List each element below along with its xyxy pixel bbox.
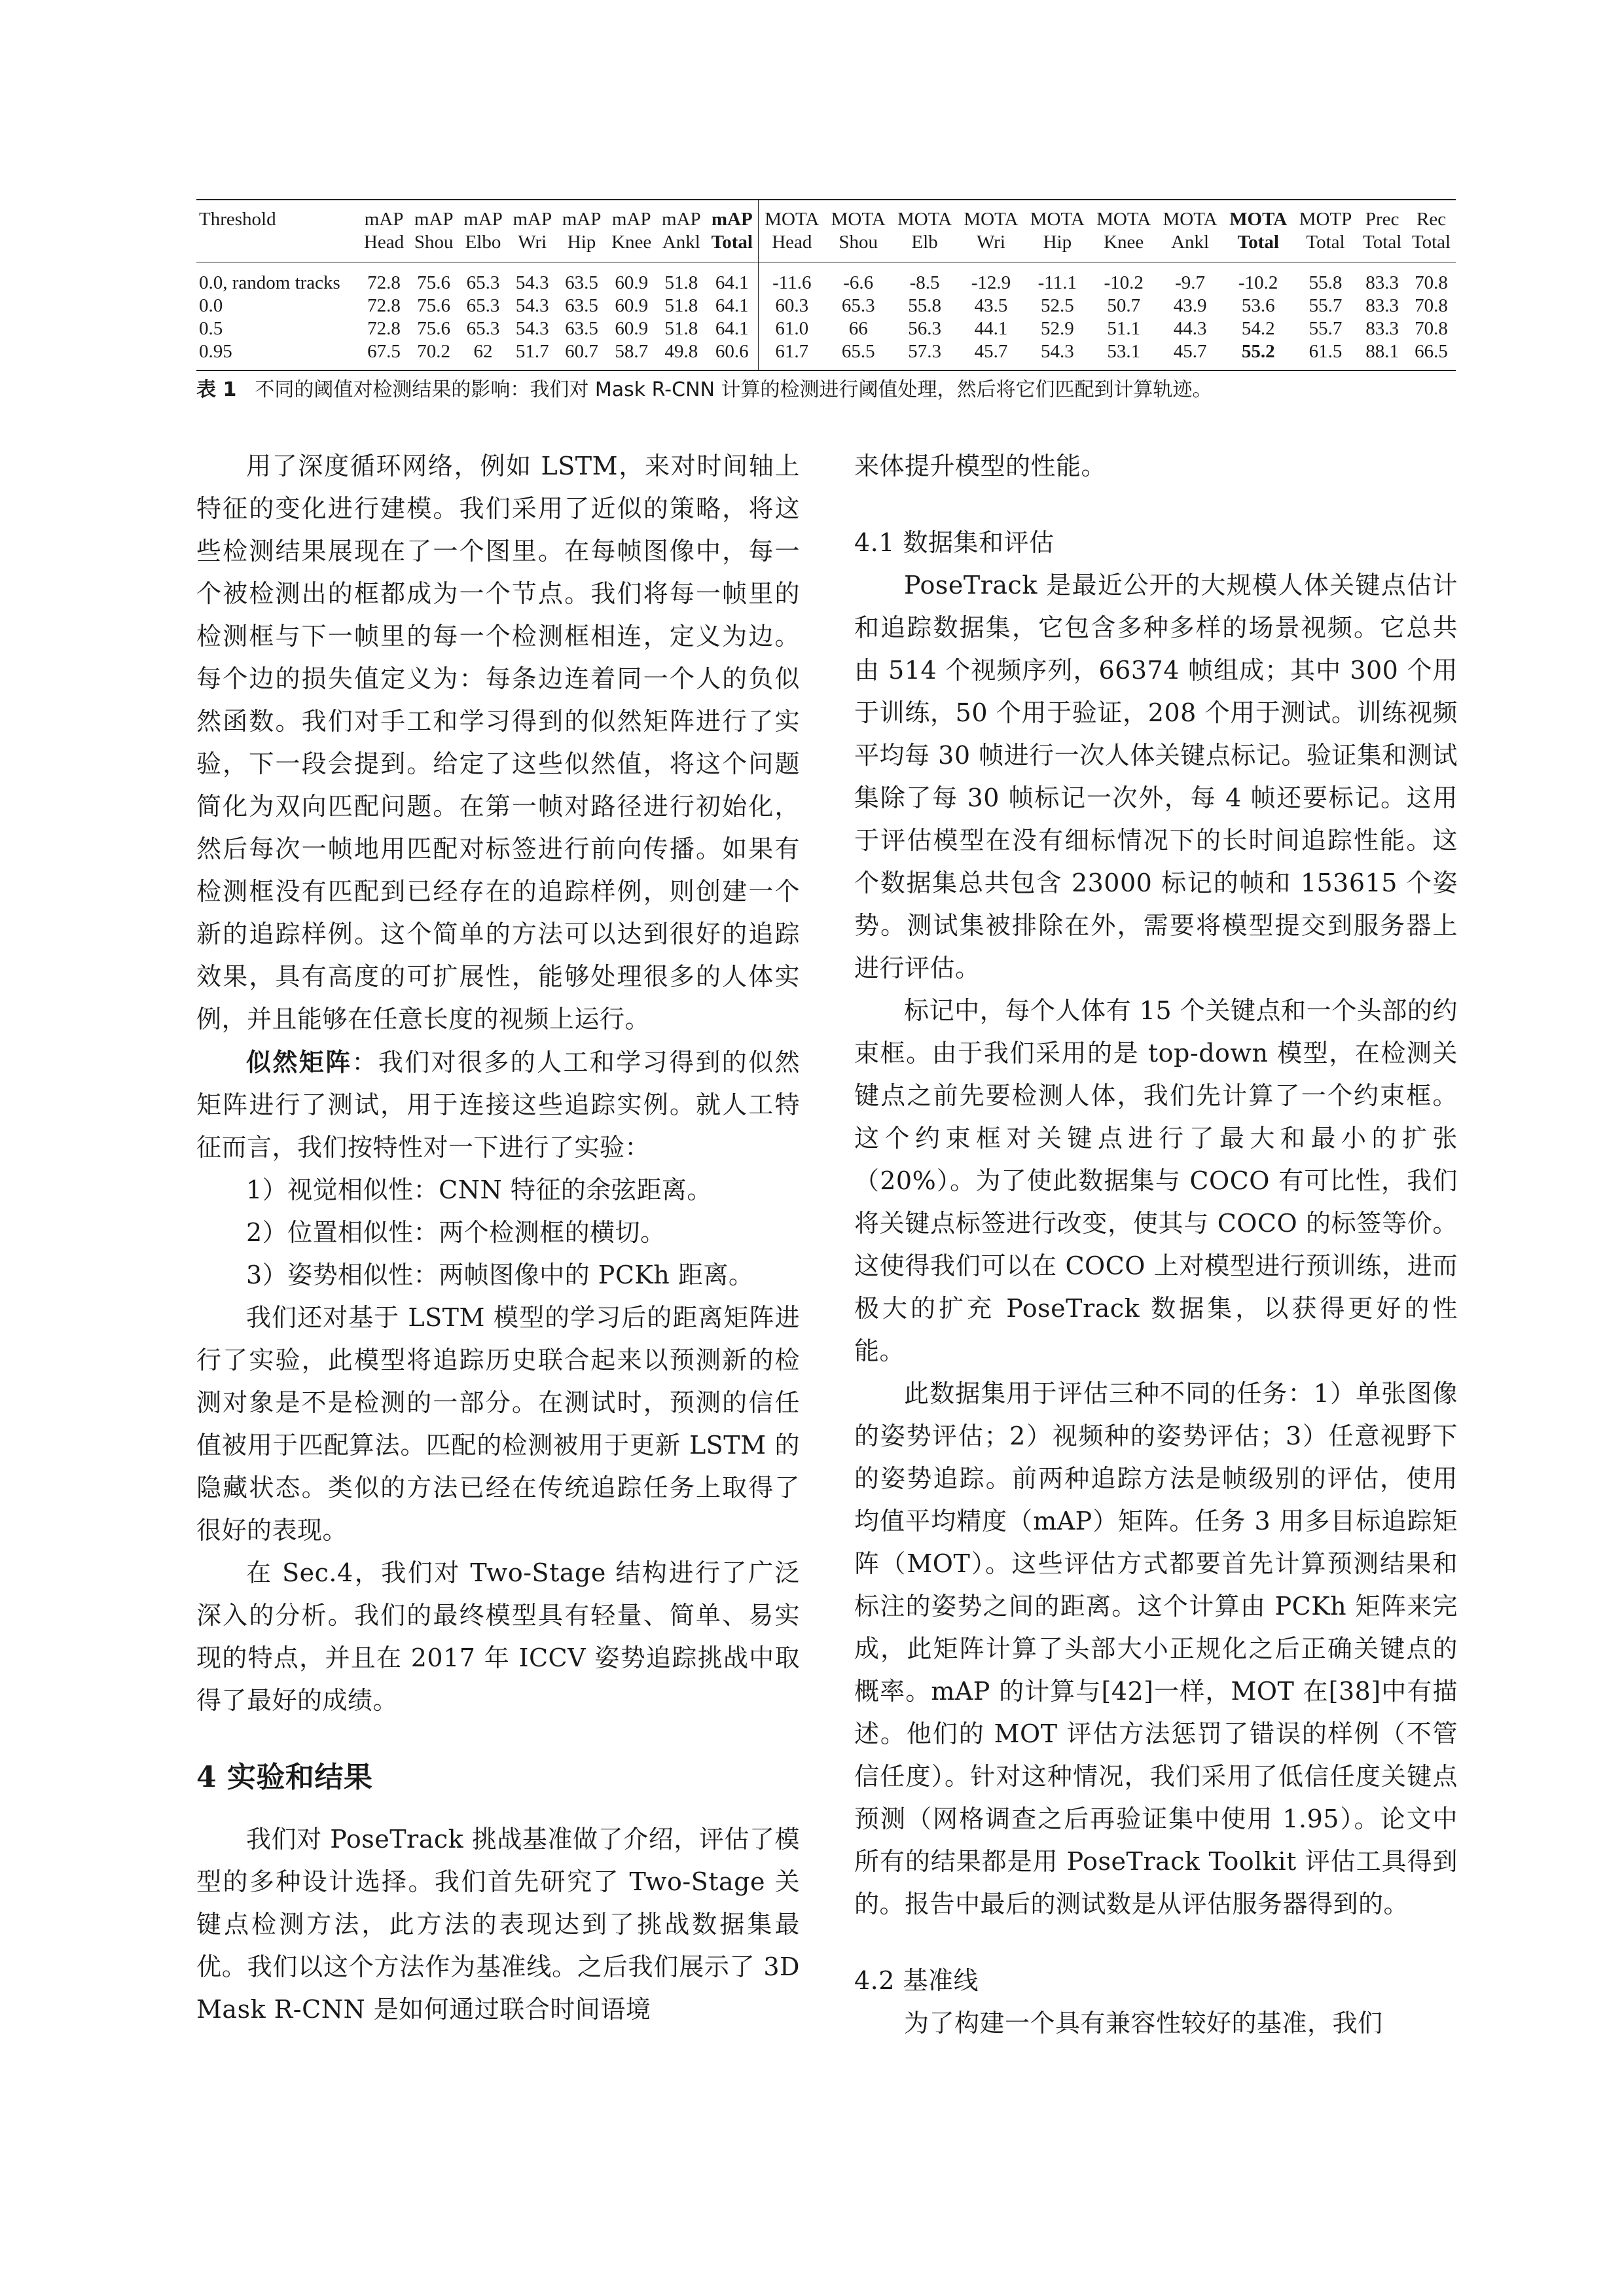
row-label: 0.0, random tracks [199,272,340,293]
subsection-heading: 4.2 基准线 [854,1966,979,1995]
table-cell: 63.5 [565,272,598,293]
row-label: 0.5 [199,318,223,339]
table-cell: 55.7 [1308,318,1343,339]
paragraph: 我们对 PoseTrack 挑战基准做了介绍，评估了模型的多种设计选择。我们首先研究了 Two-Stage 关键点检测方法，此方法的表现达到了挑战数据集最优。我们以这个方法作为基准线。之后我们展示了 3D Mask R-CNN 是如何通过联合时间语境 [196,1825,800,2024]
header-cell: Total [706,231,759,262]
table-cell: 60.9 [615,295,649,316]
header-cell: MOTP [1293,200,1358,231]
header-cell: mAP [359,200,409,231]
table-cell: 55.2 [1223,340,1293,370]
header-cell: MOTA [1091,200,1157,231]
table-cell: 65.3 [466,318,500,339]
table-cell: 72.8 [367,318,401,339]
header-cell: Hip [557,231,606,262]
header-cell: Rec [1407,200,1456,231]
table-cell: 65.3 [466,295,500,316]
table-cell: 45.7 [1157,340,1223,370]
paragraph [196,1041,800,1169]
section-heading: 4 实验和结果 [196,1761,373,1794]
table-cell: 83.3 [1365,295,1399,316]
table-cell: 58.7 [606,340,657,370]
table-cell: 63.5 [565,318,598,339]
table-cell: 67.5 [359,340,409,370]
header-cell: Head [359,231,409,262]
table-cell: 75.6 [417,295,451,316]
table-cell: -9.7 [1175,272,1206,293]
table-cell: 60.6 [706,340,759,370]
table-cell: 62 [458,340,507,370]
table-row [196,295,1456,317]
table-cell: 54.3 [515,318,549,339]
list-item: 3）姿势相似性：两帧图像中的 PCKh 距离。 [246,1261,754,1289]
table-cell: 51.8 [664,272,698,293]
list-item: 1）视觉相似性：CNN 特征的余弦距离。 [246,1175,712,1204]
table-cell: 56.3 [908,318,941,339]
table-cell: 60.7 [557,340,606,370]
table-cell: 54.3 [515,295,549,316]
table-cell: 70.8 [1415,272,1448,293]
header-cell: Total [1358,231,1407,262]
table-cell: 51.8 [664,295,698,316]
header-cell: MOTA [759,200,825,231]
table-cell: 51.7 [508,340,557,370]
table-cell: 53.1 [1091,340,1157,370]
table-cell: 52.9 [1040,318,1074,339]
table-cell: 65.3 [841,295,875,316]
table-cell: 54.3 [1024,340,1091,370]
table-cell: -11.6 [772,272,812,293]
table-cell: 43.5 [974,295,1008,316]
table-cell: -10.2 [1104,272,1144,293]
header-cell: MOTA [1024,200,1091,231]
table-cell: 66 [848,318,868,339]
table-cell: 70.8 [1415,295,1448,316]
table-cell: 83.3 [1365,318,1399,339]
header-cell: Hip [1024,231,1091,262]
table-cell: 52.5 [1040,295,1074,316]
table-header-row [196,200,1456,231]
table-cell: 51.1 [1107,318,1141,339]
results-table-container [196,199,1456,371]
header-cell: mAP [508,200,557,231]
row-label: 0.0 [199,295,223,316]
term-likelihood-matrix: 似然矩阵 [246,1047,352,1077]
paragraph: PoseTrack 是最近公开的大规模人体关键点估计和追踪数据集，它包含多种多样的场景视频。它总共由 514 个视频序列，66374 帧组成；其中 300 个用于训练，50 个用于验证，208 个用于测试。训练视频平均每 30 帧进行一次人体关键点标记。验证集和测试集除了每 30 帧标记一次外，每 4 帧还要标记。这用于评估模型在没有细标情况下的长时间追踪性能。这个数据集总共包含 23000 标记的帧和 153615 个姿势。测试集被排除在外，需要将模型提交到服务器上进行评估。 [854,571,1458,982]
table-cell: -8.5 [909,272,940,293]
table-cell: 49.8 [657,340,706,370]
table-cell: 53.6 [1241,295,1275,316]
right-column [854,445,1458,2045]
paragraph: 用了深度循环网络，例如 LSTM，来对时间轴上特征的变化进行建模。我们采用了近似的策略，将这些检测结果展现在了一个图里。在每帧图像中，每一个被检测出的框都成为一个节点。我们将每一帧里的检测框与下一帧里的每一个检测框相连，定义为边。每个边的损失值定义为：每条边连着同一个人的负似然函数。我们对手工和学习得到的似然矩阵进行了实验，下一段会提到。给定了这些似然值，将这个问题简化为双向匹配问题。在第一帧对路径进行初始化，然后每次一帧地用匹配对标签进行前向传播。如果有检测框没有匹配到已经存在的追踪样例，则创建一个新的追踪样例。这个简单的方法可以达到很好的追踪效果，具有高度的可扩展性，能够处理很多的人体实例，并且能够在任意长度的视频上运行。 [196,452,800,1033]
table-cell: 61.5 [1293,340,1358,370]
header-cell: Shou [409,231,458,262]
table-cell: 64.1 [706,317,759,340]
header-cell: MOTA [1223,200,1293,231]
table-header-row [196,231,1456,262]
table-caption [196,377,1456,403]
header-cell: Prec [1358,200,1407,231]
header-cell: mAP [606,200,657,231]
caption-text: 不同的阈值对检测结果的影响：我们对 Mask R-CNN 计算的检测进行阈值处理，然后将它们匹配到计算轨迹。 [255,378,1212,401]
table-cell: 61.7 [759,340,825,370]
paragraph: 此数据集用于评估三种不同的任务：1）单张图像的姿势评估；2）视频种的姿势评估；3）任意视野下的姿势追踪。前两种追踪方法是帧级别的评估，使用均值平均精度（mAP）矩阵。任务 3 用多目标追踪矩阵（MOT）。这些评估方式都要首先计算预测结果和标注的姿势之间的距离。这个计算由 PCKh 矩阵来完成，此矩阵计算了头部大小正规化之后正确关键点的概率。mAP 的计算与[42]一样，MOT 在[38]中有描述。他们的 MOT 评估方法惩罚了错误的样例（不管信任度）。针对这种情况，我们采用了低信任度关键点预测（网格调查之后再验证集中使用 1.95）。论文中所有的结果都是用 PoseTrack Toolkit 评估工具得到的。报告中最后的测试数是从评估服务器得到的。 [854,1379,1458,1918]
table-row [196,262,1456,295]
results-table [196,199,1456,371]
table-cell: 61.0 [775,318,809,339]
header-cell: Total [1223,231,1293,262]
table-cell: 44.3 [1173,318,1207,339]
header-cell: Knee [1091,231,1157,262]
paragraph: 我们还对基于 LSTM 模型的学习后的距离矩阵进行了实验，此模型将追踪历史联合起来以预测新的检测对象是不是检测的一部分。在测试时，预测的信任值被用于匹配算法。匹配的检测被用于更新 LSTM 的隐藏状态。类似的方法已经在传统追踪任务上取得了很好的表现。 [196,1303,800,1545]
table-cell: 54.3 [515,272,549,293]
list-item: 2）位置相似性：两个检测框的横切。 [246,1218,666,1247]
table-cell: -6.6 [843,272,874,293]
table-row [196,317,1456,340]
header-cell-label [196,231,359,262]
table-cell: 66.5 [1407,340,1456,370]
header-cell: Head [759,231,825,262]
header-cell: mAP [409,200,458,231]
header-cell: mAP [458,200,507,231]
subsection-heading: 4.1 数据集和评估 [854,528,1055,557]
header-cell: MOTA [825,200,892,231]
table-cell: 72.8 [367,272,401,293]
row-label: 0.95 [196,340,359,370]
header-cell: Shou [825,231,892,262]
paragraph: 来体提升模型的性能。 [854,452,1107,480]
left-column [196,445,800,2031]
table-cell: 64.1 [706,295,759,317]
header-cell-label: Threshold [196,200,359,231]
paragraph: 标记中，每个人体有 15 个关键点和一个头部的约束框。由于我们采用的是 top-down 模型，在检测关键点之前先要检测人体，我们先计算了一个约束框。这个约束框对关键点进行了最大和最小的扩张（20%）。为了使此数据集与 COCO 有可比性，我们将关键点标签进行改变，使其与 COCO 的标签等价。这使得我们可以在 COCO 上对模型进行预训练，进而极大的扩充 PoseTrack 数据集，以获得更好的性能。 [854,996,1458,1365]
table-cell: 60.9 [615,272,649,293]
header-cell: Total [1293,231,1358,262]
table-cell: 65.3 [466,272,500,293]
table-cell: 60.3 [775,295,809,316]
table-row [196,340,1456,370]
table-cell: 54.2 [1241,318,1275,339]
table-cell: 50.7 [1107,295,1141,316]
table-cell: -11.1 [1038,272,1077,293]
header-cell: Total [1407,231,1456,262]
header-cell: MOTA [892,200,958,231]
table-cell: -12.9 [971,272,1011,293]
header-cell: Wri [508,231,557,262]
table-cell: 88.1 [1358,340,1407,370]
table-cell: 57.3 [892,340,958,370]
paragraph: 在 Sec.4，我们对 Two-Stage 结构进行了广泛深入的分析。我们的最终模型具有轻量、简单、易实现的特点，并且在 2017 年 ICCV 姿势追踪挑战中取得了最好的成绩。 [196,1558,800,1715]
paragraph: 为了构建一个具有兼容性较好的基准，我们 [904,2009,1383,2037]
table-body [196,262,1456,371]
header-cell: mAP [657,200,706,231]
header-cell: MOTA [1157,200,1223,231]
header-cell: Elbo [458,231,507,262]
header-cell: Knee [606,231,657,262]
table-cell: 63.5 [565,295,598,316]
header-cell: MOTA [958,200,1024,231]
table-cell: 75.6 [417,272,451,293]
table-cell: 55.8 [908,295,941,316]
table-cell: 64.1 [706,262,759,295]
table-cell: 72.8 [367,295,401,316]
table-cell: 55.8 [1308,272,1343,293]
header-cell: Ankl [1157,231,1223,262]
table-cell: 60.9 [615,318,649,339]
table-cell: 65.5 [825,340,892,370]
header-cell: mAP [706,200,759,231]
table-cell: 44.1 [974,318,1008,339]
header-cell: mAP [557,200,606,231]
paragraph-text: ：我们对很多的人工和学习得到的似然矩阵进行了测试，用于连接这些追踪实例。就人工特征而言，我们按特性对一下进行了实验： [196,1048,800,1162]
header-cell: Ankl [657,231,706,262]
table-cell: 43.9 [1173,295,1207,316]
table-cell: 70.2 [409,340,458,370]
table-cell: 83.3 [1365,272,1399,293]
caption-label: 表 1 [196,378,237,401]
table-cell: 51.8 [664,318,698,339]
header-cell: Wri [958,231,1024,262]
header-cell: Elb [892,231,958,262]
table-cell: 55.7 [1308,295,1343,316]
table-cell: 75.6 [417,318,451,339]
table-cell: 70.8 [1415,318,1448,339]
table-cell: -10.2 [1238,272,1278,293]
table-cell: 45.7 [958,340,1024,370]
